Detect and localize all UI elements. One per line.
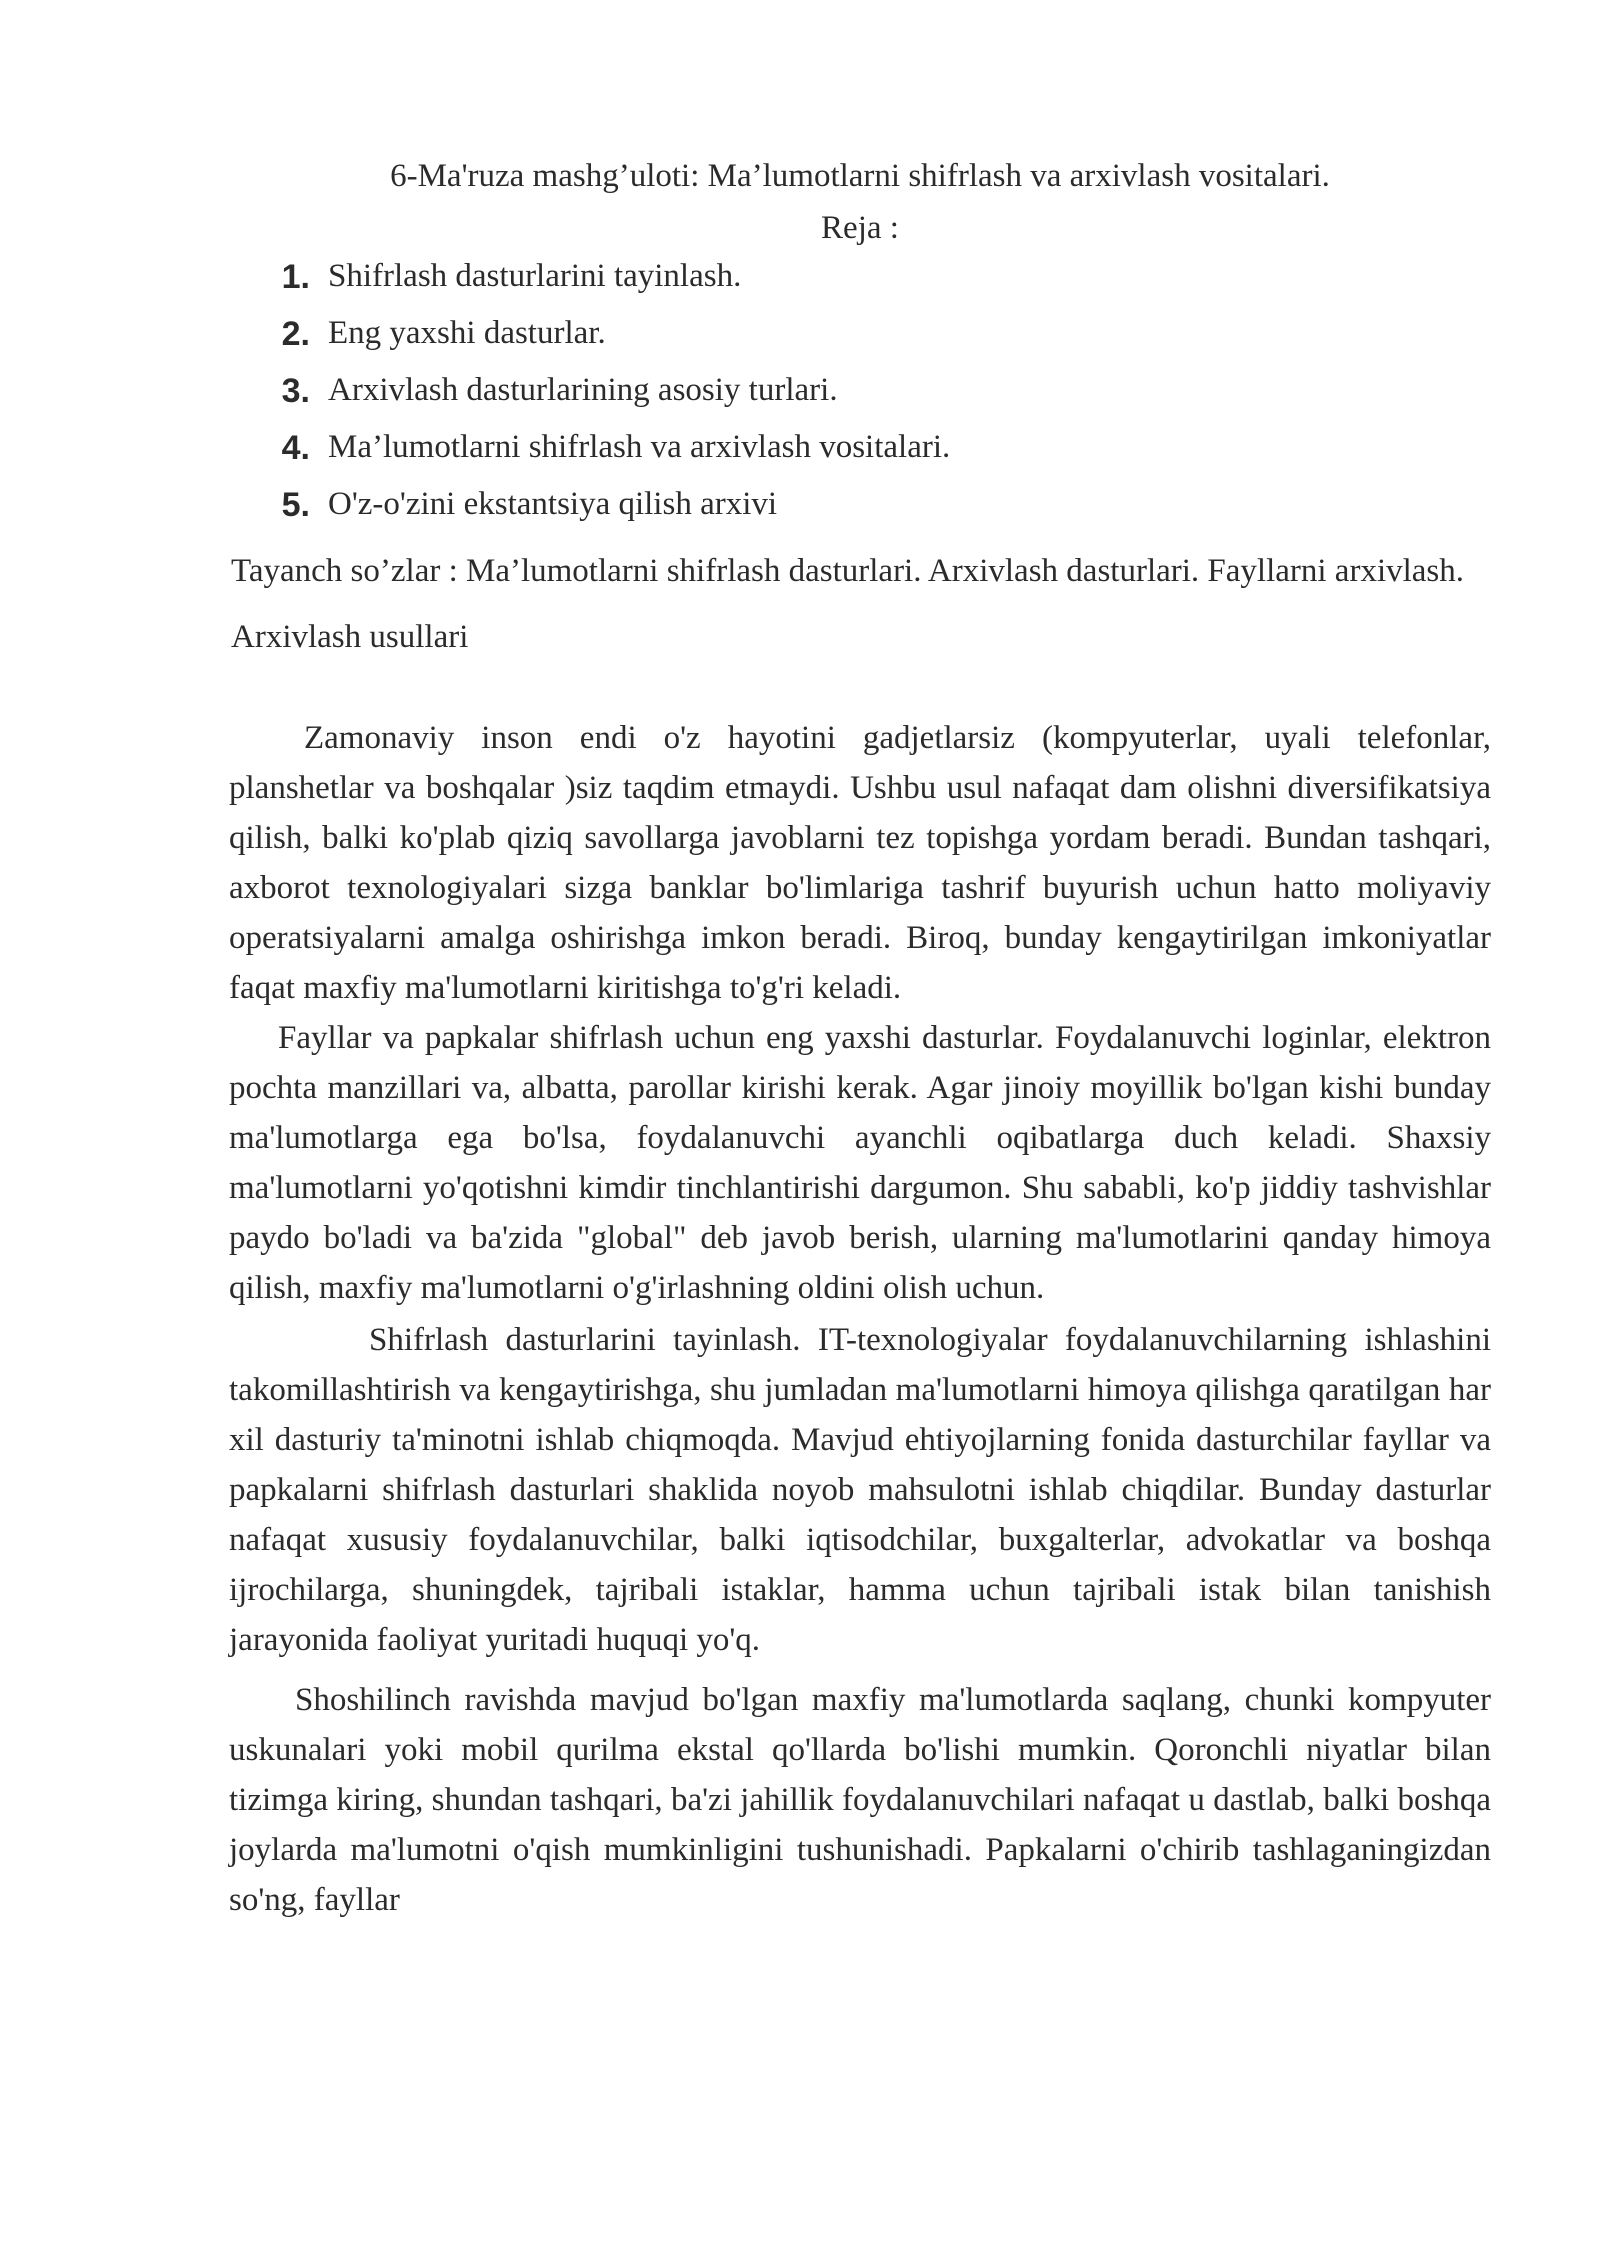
plan-item-text: Arxivlash dasturlarining asosiy turlari. xyxy=(328,372,838,408)
plan-item xyxy=(0,309,1200,366)
plan-item xyxy=(0,423,1200,480)
keywords-line: Tayanch so’zlar : Ma’lumotlarni shifrlash dasturlari. Arxivlash dasturlari. Fayllarni arxivlash. Arxivlash usullari xyxy=(231,553,1465,655)
plan-item-number: 3. xyxy=(281,372,310,410)
plan-item xyxy=(0,480,1200,537)
body-text xyxy=(229,713,1491,1925)
plan-item-number: 2. xyxy=(281,315,310,353)
plan-item-text: Eng yaxshi dasturlar. xyxy=(328,315,606,351)
plan-item-number: 1. xyxy=(281,258,310,296)
paragraph: Fayllar va papkalar shifrlash uchun eng yaxshi dasturlar. Foydalanuvchi loginlar, elektron pochta manzillari va, albatta, parollar kirishi kerak. Agar jinoiy moyillik bo'lgan kishi bunday ma'lumotlarga ega bo'lsa, foydalanuvchi ayanchli oqibatlarga duch keladi. Shaxsiy ma'lumotlarni yo'qotishni kimdir tinchlantirishi dargumon. Shu sababli, ko'p jiddiy tashvishlar paydo bo'ladi va ba'zida "global" deb javob berish, ularning ma'lumotlarini qanday himoya qilish, maxfiy ma'lumotlarni o'g'irlashning oldini olish uchun. xyxy=(229,1020,1491,1306)
paragraph: Shoshilinch ravishda mavjud bo'lgan maxfiy ma'lumotlarda saqlang, chunki kompyuter uskunalari yoki mobil qurilma ekstal qo'llarda bo'lishi mumkin. Qoronchli niyatlar bilan tizimga kiring, shundan tashqari, ba'zi jahillik foydalanuvchilari nafaqat u dastlab, balki boshqa joylarda ma'lumotni o'qish mumkinligini tushunishadi. Papkalarni o'chirib tashlaganingizdan so'ng, fayllar xyxy=(229,1682,1491,1918)
plan-item-number: 4. xyxy=(281,429,310,467)
plan-item-text: Ma’lumotlarni shifrlash va arxivlash vositalari. xyxy=(328,429,951,465)
paragraph: Zamonaviy inson endi o'z hayotini gadjetlarsiz (kompyuterlar, uyali telefonlar, planshetlar va boshqalar )siz taqdim etmaydi. Ushbu usul nafaqat dam olishni diversifikatsiya qilish, balki ko'plab qiziq savollarga javoblarni tez topishga yordam beradi. Bundan tashqari, axborot texnologiyalari sizga banklar bo'limlariga tashrif buyurish uchun hatto moliyaviy operatsiyalarni amalga oshirishga imkon beradi. Biroq, bunday kengaytirilgan imkoniyatlar faqat maxfiy ma'lumotlarni kiritishga to'g'ri keladi. xyxy=(229,720,1491,1006)
plan-list xyxy=(0,252,1200,537)
plan-item xyxy=(0,366,1200,423)
lecture-title: 6-Ma'ruza mashg’uloti: Ma’lumotlarni shifrlash va arxivlash vositalari. xyxy=(390,158,1330,194)
plan-item-text: Shifrlash dasturlarini tayinlash. xyxy=(328,258,742,294)
plan-item xyxy=(0,252,1200,309)
plan-item-text: O'z-o'zini ekstantsiya qilish arxivi xyxy=(328,486,778,522)
plan-heading: Reja : xyxy=(821,210,899,246)
paragraph: Shifrlash dasturlarini tayinlash. IT-texnologiyalar foydalanuvchilarning ishlashini takomillashtirish va kengaytirishga, shu jumladan ma'lumotlarni himoya qilishga qaratilgan har xil dasturiy ta'minotni ishlab chiqmoqda. Mavjud ehtiyojlarning fonida dasturchilar fayllar va papkalarni shifrlash dasturlari shaklida noyob mahsulotni ishlab chiqdilar. Bunday dasturlar nafaqat xususiy foydalanuvchilar, balki iqtisodchilar, buxgalterlar, advokatlar va boshqa ijrochilarga, shuningdek, tajribali istaklar, hamma uchun tajribali istak bilan tanishish jarayonida faoliyat yuritadi huquqi yo'q. xyxy=(229,1322,1491,1658)
plan-item-number: 5. xyxy=(281,486,310,524)
